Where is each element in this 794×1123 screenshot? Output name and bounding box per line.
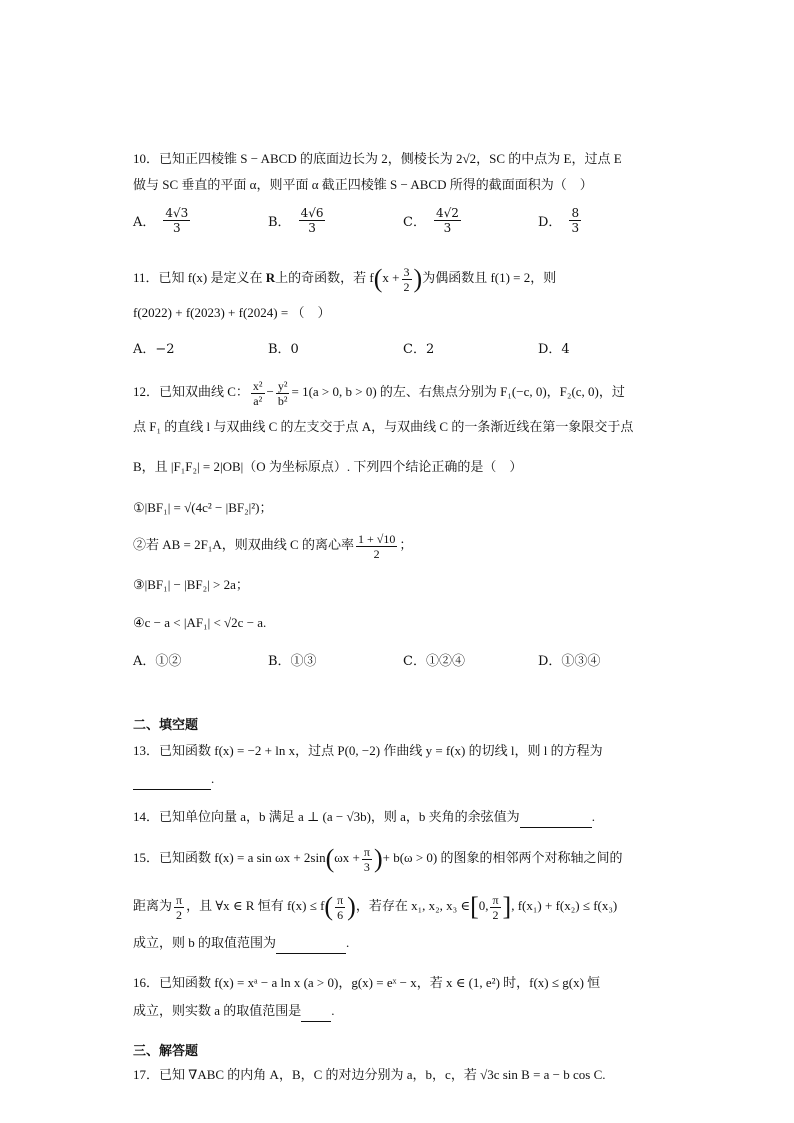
frac-num: 3	[403, 264, 410, 279]
q14-end: .	[591, 809, 595, 824]
q12-text-b: = 1(a > 0, b > 0) 的左、右焦点分别为 F₁(−c, 0)，F₂(c, 0)，过	[291, 384, 625, 399]
q11-options	[133, 338, 673, 357]
q11-option-b: B．0	[268, 342, 299, 357]
frac-num: 4√6	[300, 206, 324, 220]
q15-fraction	[362, 845, 372, 874]
q15-l2-text-d: 0,	[478, 898, 489, 913]
paren-left: (	[373, 264, 383, 294]
answer-blank	[301, 1007, 331, 1022]
q12-options	[133, 650, 673, 669]
q13-line2	[133, 768, 663, 790]
frac-num: π	[492, 892, 499, 907]
q15-line2	[133, 886, 663, 927]
q14-text: 14．已知单位向量 a，b 满足 a ⊥ (a − √3b)，则 a，b 夹角的余弦值为	[133, 809, 520, 824]
q11-text-r: R	[265, 270, 276, 285]
frac-den: a²	[253, 393, 263, 408]
frac-den: 2	[403, 279, 410, 294]
q12-statement-3: ③|BF₁| − |BF₂| > 2a；	[133, 577, 249, 592]
q11-option-d: D．4	[538, 342, 570, 357]
q12-option-c: C．①②④	[403, 654, 465, 669]
answer-blank	[133, 775, 211, 790]
frac-den: 3	[173, 221, 181, 235]
bracket-left: [	[470, 892, 479, 922]
option-label: B．	[268, 215, 291, 230]
q12-fraction-y	[276, 379, 290, 408]
q15-text-b: ωx +	[334, 850, 360, 865]
frac-den: 2	[373, 546, 380, 561]
q10-option-a	[133, 206, 268, 235]
q12-s2-fraction	[356, 532, 397, 561]
frac-num: π	[363, 844, 370, 859]
q11-line2: f(2022) + f(2023) + f(2024) = （ ）	[133, 305, 331, 320]
q10-line1: 10．已知正四棱锥 S − ABCD 的底面边长为 2，侧棱长为 2√2，SC 的中点为 E，过点 E	[133, 151, 622, 166]
q16-line2	[133, 1000, 663, 1022]
q12-s2-text-b: ；	[399, 537, 413, 552]
q11-option-a: A．−2	[133, 342, 175, 357]
section-fill-in: 二、填空题	[133, 718, 199, 733]
q10-option-b	[268, 206, 403, 235]
frac-den: 3	[571, 221, 580, 235]
q15-l2-text-e: , f(x₁) + f(x₂) ≤ f(x₃)	[511, 898, 618, 913]
frac-num: 4√2	[435, 206, 459, 220]
q12-statement-1: ①|BF₁| = √(4c² − |BF₂|²)；	[133, 500, 273, 515]
q12-line2: 点 F₁ 的直线 l 与双曲线 C 的左支交于点 A，与双曲线 C 的一条渐近线在第一象限交于点	[133, 419, 634, 434]
q10-option-d	[538, 206, 673, 235]
q11-text-c: 上的奇函数，若 f	[275, 270, 374, 285]
q12-statement-2	[133, 528, 663, 562]
q11-text-e: 为偶函数且 f(1) = 2，则	[422, 270, 557, 285]
option-fraction	[299, 206, 326, 235]
paren-right: )	[347, 892, 356, 922]
q17-line: 17．已知 ∇ABC 的内角 A，B，C 的对边分别为 a，b，c，若 √3c sin B = a − b cos C.	[133, 1067, 606, 1082]
frac-den: 2	[176, 907, 183, 922]
q11-text-a: 11．已知 f(x) 是定义在	[133, 270, 263, 285]
answer-blank	[520, 813, 592, 828]
frac-den: 3	[308, 221, 316, 235]
paren-right: )	[413, 264, 423, 294]
frac-num: y²	[277, 378, 288, 393]
q12-option-d: D．①③④	[538, 654, 601, 669]
option-fraction	[434, 206, 461, 235]
q15-text-c: + b(ω > 0) 的图象的相邻两个对称轴之间的	[382, 850, 623, 865]
q12-option-b: B．①③	[268, 654, 317, 669]
option-fraction	[163, 206, 190, 235]
bracket-right: ]	[502, 892, 512, 922]
q16-end: .	[331, 1003, 335, 1018]
option-label: D．	[538, 215, 562, 230]
q10-line2: 做与 SC 垂直的平面 α，则平面 α 截正四棱锥 S − ABCD 所得的截面面积为（ ）	[133, 177, 593, 192]
section-solutions: 三、解答题	[133, 1044, 199, 1059]
answer-blank	[276, 939, 346, 954]
frac-den: 2	[492, 907, 499, 922]
frac-num: π	[337, 892, 344, 907]
q11-line1	[133, 258, 663, 299]
q13-line1: 13．已知函数 f(x) = −2 + ln x，过点 P(0, −2) 作曲线 y = f(x) 的切线 l，则 l 的方程为	[133, 743, 603, 758]
q11-text-d: x +	[382, 270, 400, 285]
q12-s2-text-a: ②若 AB = 2F₁A，则双曲线 C 的离心率	[133, 537, 354, 552]
q15-l3-text: 成立，则 b 的取值范围为	[133, 935, 277, 950]
option-label: A．	[133, 215, 156, 230]
q12-option-a: A．①②	[133, 654, 182, 669]
paren-right: )	[373, 844, 383, 874]
frac-den: b²	[277, 393, 288, 408]
q15-l2-text-c: ，若存在 x₁, x₂, x₃ ∈	[355, 898, 471, 913]
q16-line1: 16．已知函数 f(x) = xᵃ − a ln x (a > 0)，g(x) = eˣ − x，若 x ∈ (1, e²) 时，f(x) ≤ g(x) 恒	[133, 975, 601, 990]
q15-l2-fraction	[174, 893, 184, 922]
q15-l2-text-b: ，且 ∀x ∈ R 恒有 f(x) ≤ f	[186, 898, 325, 913]
q12-line3: B，且 |F₁F₂| = 2|OB|（O 为坐标原点）. 下列四个结论正确的是（ ）	[133, 459, 523, 474]
q15-end: .	[346, 935, 350, 950]
q16-l2-text: 成立，则实数 a 的取值范围是	[133, 1003, 302, 1018]
q15-line3	[133, 932, 663, 954]
q11-option-c: C．2	[403, 342, 435, 357]
q15-text-a: 15．已知函数 f(x) = a sin ωx + 2sin	[133, 850, 326, 865]
q10-options	[133, 206, 673, 235]
q12-line1: 12．已知双曲线 C： $\frac{\text{x²}}{\text{a²}}$ − $\frac{\text{y²}}{\text{b²}}$ = 1(a > 0, b > 0) 的左、右焦点分别为 F₁(−c, 0)，F₂(c, 0)，过	[133, 378, 625, 408]
frac-num: x²	[252, 378, 263, 393]
q15-l2-fraction-i	[490, 893, 500, 922]
frac-num: π	[176, 892, 183, 907]
frac-den: 3	[363, 859, 370, 874]
q13-end: .	[211, 771, 215, 786]
q11-fraction	[402, 265, 412, 294]
q14-line	[133, 806, 663, 828]
frac-num: 4√3	[165, 206, 189, 220]
q10-option-c	[403, 206, 538, 235]
q15-l2-fraction-f	[335, 893, 345, 922]
paren-left: (	[324, 892, 334, 922]
frac-num: 8	[571, 206, 580, 220]
q12-text-a: 12．已知双曲线 C：	[133, 384, 249, 399]
frac-den: 6	[337, 907, 344, 922]
q15-line1	[133, 838, 663, 879]
frac-num: 1 + √10	[357, 531, 396, 546]
q12-fraction-x	[251, 379, 265, 408]
paren-left: (	[325, 844, 335, 874]
q15-l2-text-a: 距离为	[133, 898, 173, 913]
option-label: C．	[403, 215, 426, 230]
frac-den: 3	[443, 221, 452, 235]
option-fraction	[569, 206, 581, 235]
q12-statement-4: ④c − a < |AF₁| < √2c − a.	[133, 615, 267, 630]
